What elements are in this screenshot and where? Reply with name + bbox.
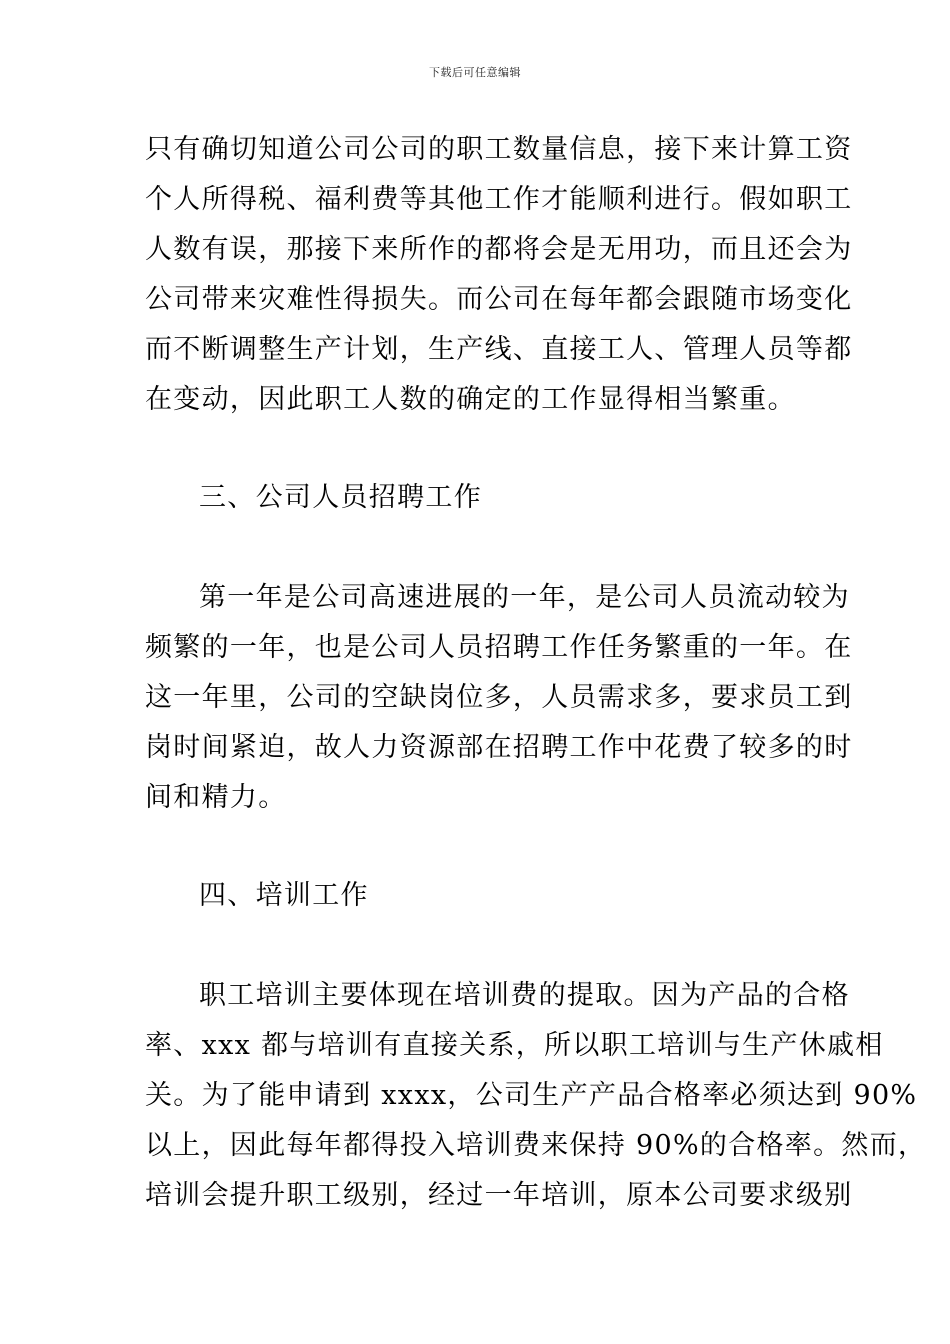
paragraph-line: 只有确切知道公司公司的职工数量信息，接下来计算工资: [145, 134, 853, 165]
paragraph-line: 间和精力。: [145, 782, 287, 813]
paragraph-line: 以上，因此每年都得投入培训费来保持 90%的合格率。然而，: [145, 1130, 927, 1161]
paragraph-line: 关。为了能申请到 xxxx，公司生产产品合格率必须达到 90%: [145, 1080, 918, 1111]
paragraph-line: 第一年是公司高速进展的一年，是公司人员流动较为: [199, 582, 850, 613]
paragraph-line: 而不断调整生产计划，生产线、直接工人、管理人员等都: [145, 334, 853, 365]
paragraph-workforce-info: [145, 125, 853, 425]
paragraph-line: 人数有误，那接下来所作的都将会是无用功，而且还会为: [145, 234, 853, 265]
paragraph-line: 个人所得税、福利费等其他工作才能顺利进行。假如职工: [145, 184, 853, 215]
paragraph-line: 频繁的一年，也是公司人员招聘工作任务繁重的一年。在: [145, 632, 853, 663]
paragraph-line: 率、xxx 都与培训有直接关系，所以职工培训与生产休戚相: [145, 1030, 884, 1061]
paragraph-line: 在变动，因此职工人数的确定的工作显得相当繁重。: [145, 384, 796, 415]
paragraph-recruitment: [145, 573, 853, 823]
paragraph-training: [145, 971, 927, 1221]
section-heading-recruitment: 三、公司人员招聘工作: [199, 482, 482, 513]
paragraph-line: 岗时间紧迫，故人力资源部在招聘工作中花费了较多的时: [145, 732, 853, 763]
paragraph-line: 这一年里，公司的空缺岗位多，人员需求多，要求员工到: [145, 682, 853, 713]
header-note: 下载后可任意编辑: [429, 66, 521, 79]
paragraph-line: 培训会提升职工级别，经过一年培训，原本公司要求级别: [145, 1180, 853, 1211]
paragraph-line: 公司带来灾难性得损失。而公司在每年都会跟随市场变化: [145, 284, 853, 315]
paragraph-line: 职工培训主要体现在培训费的提取。因为产品的合格: [199, 980, 850, 1011]
section-heading-training: 四、培训工作: [199, 880, 369, 911]
